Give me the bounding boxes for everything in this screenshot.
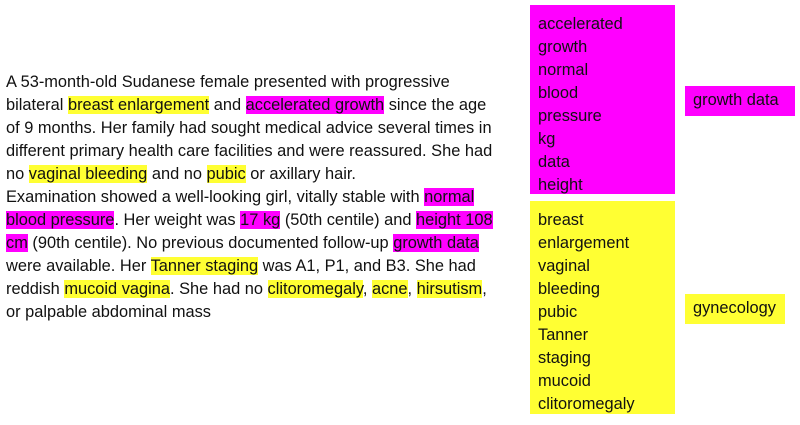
growth-keyword: pressure (538, 107, 602, 125)
gynecology-keyword: pubic (538, 303, 578, 321)
passage-text: , (362, 280, 372, 298)
passage-text: since the age of 9 months. Her family had sought medical advice several times in different primary health care facilities and were reassured. She had no (6, 96, 493, 183)
passage-text: , or palpable abdominal mass (6, 280, 487, 321)
passage-text: (90th centile). No previous documented follow-up (27, 234, 394, 252)
growth-keyword: growth (538, 38, 588, 56)
growth-keyword: blood (538, 84, 579, 102)
gynecology-highlight: breast enlargement (67, 96, 210, 114)
gynecology-highlight: pubic (206, 165, 246, 183)
passage-text: and (209, 96, 246, 114)
passage-text: , (407, 280, 417, 298)
gynecology-keyword: clitoromegaly (538, 395, 635, 413)
gynecology-label: gynecology (685, 294, 785, 324)
passage-text: . Her weight was (114, 211, 241, 229)
passage-text: A 53-month-old Sudanese female presented with progressive bilateral (6, 73, 450, 114)
passage-text: and no (147, 165, 207, 183)
passage-text: (50th centile) and (280, 211, 417, 229)
passage-text: were available. Her (6, 257, 151, 275)
passage-paragraph (6, 186, 498, 324)
growth-highlight: 17 kg (240, 211, 281, 229)
gynecology-word-list (530, 201, 675, 414)
growth-keyword: data (538, 153, 570, 171)
gynecology-keyword: Tanner (538, 326, 589, 344)
growth-keyword: normal (538, 61, 589, 79)
growth-keyword: height (538, 176, 583, 194)
passage-text: Examination showed a well-looking girl, vitally stable with (6, 188, 425, 206)
gynecology-highlight: clitoromegaly (267, 280, 363, 298)
gynecology-highlight: acne (371, 280, 408, 298)
growth-highlight: height 108 cm (6, 211, 493, 252)
passage-text: was A1, P1, and B3. She had reddish (6, 257, 476, 298)
gynecology-highlight: Tanner staging (150, 257, 259, 275)
passage-text: or axillary hair. (245, 165, 356, 183)
passage-paragraph (6, 71, 498, 186)
case-passage (6, 71, 498, 324)
gynecology-keyword: breast (538, 211, 584, 229)
growth-data-label: growth data (685, 86, 795, 116)
growth-highlight: normal blood pressure (6, 188, 475, 229)
growth-highlight: growth data (393, 234, 479, 252)
gynecology-keyword: mucoid (538, 372, 591, 390)
gynecology-highlight: hirsutism (416, 280, 483, 298)
passage-text: . She had no (170, 280, 268, 298)
gynecology-keyword: vaginal (538, 257, 590, 275)
growth-keyword: kg (538, 130, 556, 148)
gynecology-highlight: mucoid vagina (64, 280, 171, 298)
gynecology-highlight: vaginal bleeding (28, 165, 148, 183)
growth-word-list (530, 5, 675, 194)
gynecology-keyword: bleeding (538, 280, 600, 298)
growth-keyword: accelerated (538, 15, 623, 33)
growth-highlight: accelerated growth (245, 96, 385, 114)
gynecology-keyword: enlargement (538, 234, 630, 252)
gynecology-keyword: staging (538, 349, 591, 367)
